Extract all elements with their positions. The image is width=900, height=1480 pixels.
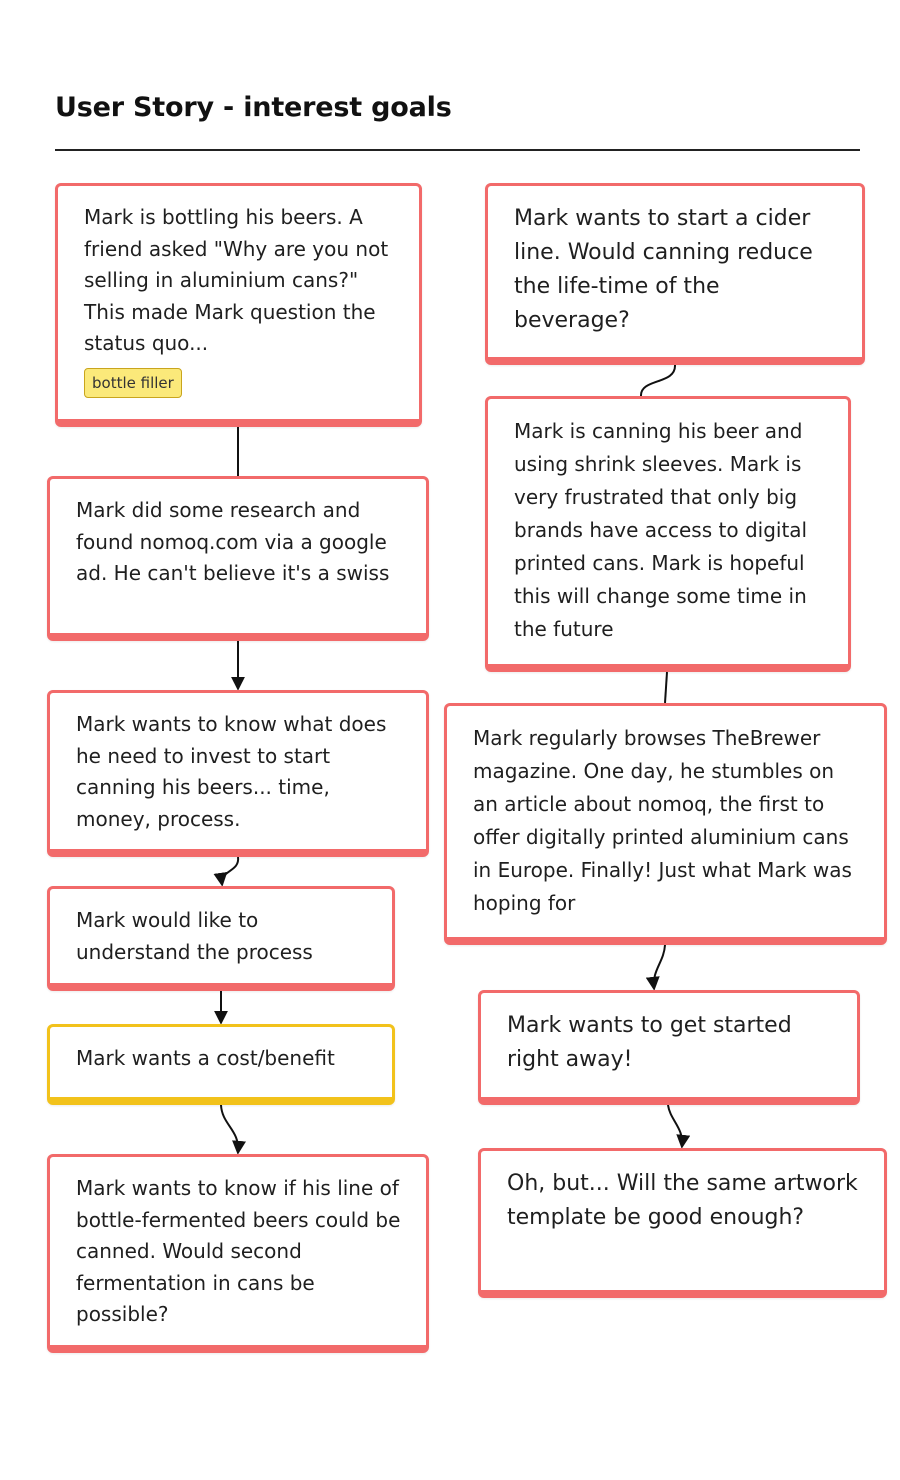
story-card-fermentation[interactable]	[47, 1154, 429, 1353]
connector-r3-r4	[654, 945, 665, 988]
page-title: User Story - interest goals	[55, 92, 452, 123]
story-card-cost-benefit[interactable]	[47, 1024, 395, 1105]
story-card-thebrewer[interactable]	[444, 703, 887, 945]
story-card-process[interactable]	[47, 886, 395, 991]
connector-r2-r3	[665, 672, 667, 703]
story-card-invest[interactable]	[47, 690, 429, 857]
story-card-text: Mark regularly browses TheBrewer magazine. One day, he stumbles on an article about nomoq, the first to offer digitally printed aluminium cans in Europe. Finally! Just what Mark was hoping for	[473, 726, 852, 915]
story-card-text: Oh, but... Will the same artwork template be good enough?	[507, 1171, 858, 1230]
story-card-text: Mark is bottling his beers. A friend asked "Why are you not selling in aluminium cans?" This made Mark question the status quo...	[84, 205, 389, 355]
story-card-text: Mark wants to know what does he need to invest to start canning his beers... time, money, process.	[76, 712, 387, 831]
story-card-text: Mark is canning his beer and using shrink sleeves. Mark is very frustrated that only big brands have access to digital printed cans. Mark is hopeful this will change some time in the future	[514, 419, 808, 641]
story-card-get-started[interactable]	[478, 990, 860, 1105]
story-card-text: Mark did some research and found nomoq.com via a google ad. He can't believe it's a swiss	[76, 498, 390, 585]
story-card-research[interactable]	[47, 476, 429, 641]
story-card-cider[interactable]	[485, 183, 865, 365]
connector-l3-l4	[222, 857, 238, 884]
story-card-text: Mark would like to understand the process	[76, 908, 313, 964]
story-card-text: Mark wants to start a cider line. Would canning reduce the life-time of the beverage?	[514, 206, 813, 333]
tag-bottle-filler[interactable]: bottle filler	[84, 368, 182, 398]
story-card-shrink-sleeves[interactable]	[485, 396, 851, 672]
story-card-text: Mark wants to get started right away!	[507, 1013, 792, 1072]
connector-l5-l6	[221, 1105, 238, 1152]
story-card-text: Mark wants to know if his line of bottle-fermented beers could be canned. Would second fermentation in cans be possible?	[76, 1176, 401, 1326]
connector-r1-r2	[641, 365, 675, 396]
story-card-text: Mark wants a cost/benefit	[76, 1046, 335, 1070]
story-card-artwork-template[interactable]	[478, 1148, 887, 1298]
story-card-bottling[interactable]	[55, 183, 422, 427]
connector-r4-r5	[668, 1105, 682, 1146]
